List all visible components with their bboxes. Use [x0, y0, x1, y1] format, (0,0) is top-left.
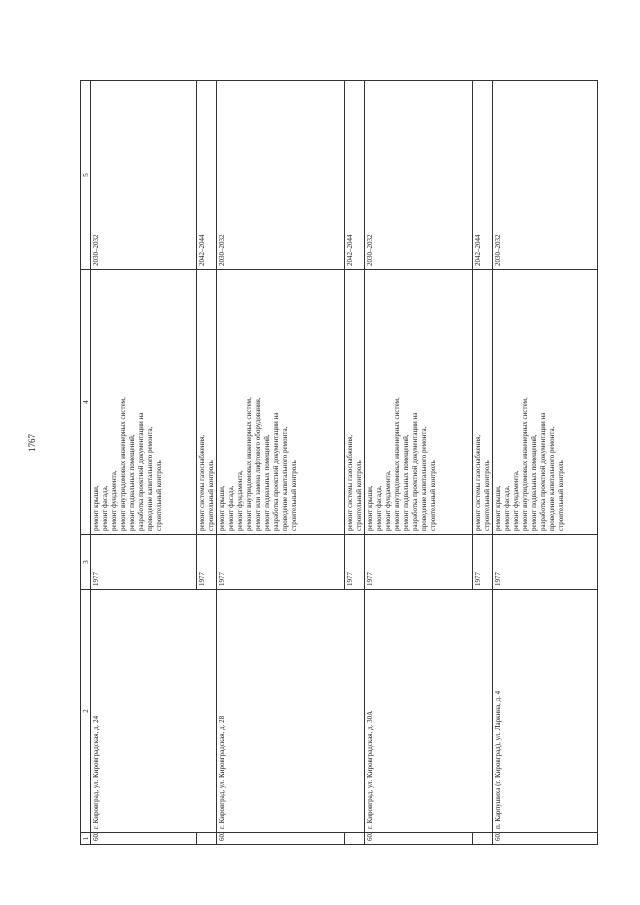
work-item: ремонт фасада, — [227, 485, 235, 531]
work-item: строительный контроль — [429, 460, 437, 531]
work-item: ремонт подвальных помещений, — [402, 434, 410, 531]
entry-works — [364, 270, 472, 535]
work-item: строительный контроль — [290, 460, 298, 531]
header-col-1: 1 — [80, 833, 90, 845]
work-item: ремонт подвальных помещений, — [263, 434, 271, 531]
entry-works — [216, 270, 344, 535]
entry-year: 1977 — [196, 535, 216, 590]
entry-works — [344, 270, 364, 535]
header-col-5: 5 — [80, 80, 90, 270]
work-item: ремонт подвальных помещений, — [530, 434, 538, 531]
table-row — [216, 80, 344, 845]
work-item: ремонт крыши, — [366, 485, 374, 531]
entry-address: п. Карпушиха (г. Кировград), ул. Ларкина, д. 4 — [492, 590, 598, 833]
work-item: ремонт внутридомовых инженерных систем, — [119, 397, 127, 531]
work-item: разработка проектной документации на — [137, 412, 145, 531]
work-item: ремонт внутридомовых инженерных систем, — [393, 397, 401, 531]
work-item: ремонт фундамента, — [512, 470, 520, 531]
work-item: проведение капитального ремонта, — [281, 426, 289, 531]
table-row — [196, 80, 216, 845]
entry-period: 2030–2032 — [90, 80, 196, 270]
entry-period: 2030–2032 — [216, 80, 344, 270]
work-item: строительный контроль — [355, 460, 363, 531]
work-item: разработка проектной документации на — [411, 412, 419, 531]
work-item: ремонт внутридомовых инженерных систем, — [521, 397, 529, 531]
work-item: строительный контроль — [483, 460, 491, 531]
work-item: ремонт системы газоснабжения, — [346, 434, 354, 531]
table-row — [364, 80, 472, 845]
entry-number: 6022. — [90, 833, 196, 845]
work-item: ремонт крыши, — [494, 485, 502, 531]
entry-address: г. Кировград, ул. Кировградская, д. 30А — [364, 590, 472, 833]
work-item: ремонт внутридомовых инженерных систем, — [245, 397, 253, 531]
entry-works — [196, 270, 216, 535]
work-item: ремонт фасада, — [375, 485, 383, 531]
work-item: проведение капитального ремонта, — [420, 426, 428, 531]
entry-address: г. Кировград, ул. Кировградская, д. 24 — [90, 590, 196, 833]
entry-year: 1977 — [364, 535, 472, 590]
table-row — [472, 80, 492, 845]
work-item: строительный контроль — [557, 460, 565, 531]
table-row — [344, 80, 364, 845]
entry-year: 1977 — [216, 535, 344, 590]
header-col-4: 4 — [80, 270, 90, 535]
work-item: ремонт системы газоснабжения, — [474, 434, 482, 531]
work-item: ремонт или замена лифтового оборудования, — [254, 397, 262, 531]
register-table — [80, 80, 600, 845]
entry-year: 1977 — [90, 535, 196, 590]
work-item: ремонт крыши, — [218, 485, 226, 531]
entry-period: 2030–2032 — [492, 80, 598, 270]
work-item: ремонт фундамента, — [110, 470, 118, 531]
entry-works — [90, 270, 196, 535]
table-header-row — [80, 80, 90, 845]
entry-number: 6023. — [216, 833, 344, 845]
entry-address: г. Кировград, ул. Кировградская, д. 28 — [216, 590, 344, 833]
table-row — [90, 80, 196, 845]
entry-works — [472, 270, 492, 535]
entry-period: 2042–2044 — [196, 80, 216, 270]
entry-year: 1977 — [344, 535, 364, 590]
work-item: проведение капитального ремонта, — [146, 426, 154, 531]
work-item: ремонт фундамента, — [236, 470, 244, 531]
page-number: 1767 — [27, 434, 37, 452]
work-item: ремонт фасада, — [503, 485, 511, 531]
entry-period: 2042–2044 — [344, 80, 364, 270]
header-col-3: 3 — [80, 535, 90, 590]
work-item: строительный контроль — [155, 460, 163, 531]
work-item: проведение капитального ремонта, — [548, 426, 556, 531]
entry-number: 6024. — [364, 833, 472, 845]
entry-year: 1977 — [492, 535, 598, 590]
work-item: ремонт крыши, — [92, 485, 100, 531]
work-item: ремонт системы газоснабжения, — [198, 434, 206, 531]
work-item: ремонт фасада, — [101, 485, 109, 531]
work-item: ремонт подвальных помещений, — [128, 434, 136, 531]
entry-period: 2030–2032 — [364, 80, 472, 270]
entry-number: 6025. — [492, 833, 598, 845]
entry-period: 2042–2044 — [472, 80, 492, 270]
work-item: разработка проектной документации на — [539, 412, 547, 531]
entry-year: 1977 — [472, 535, 492, 590]
header-col-2: 2 — [80, 590, 90, 833]
entry-works — [492, 270, 598, 535]
work-item: ремонт фундамента, — [384, 470, 392, 531]
work-item: разработка проектной документации на — [272, 412, 280, 531]
work-item: строительный контроль — [207, 460, 215, 531]
table-row — [492, 80, 598, 845]
